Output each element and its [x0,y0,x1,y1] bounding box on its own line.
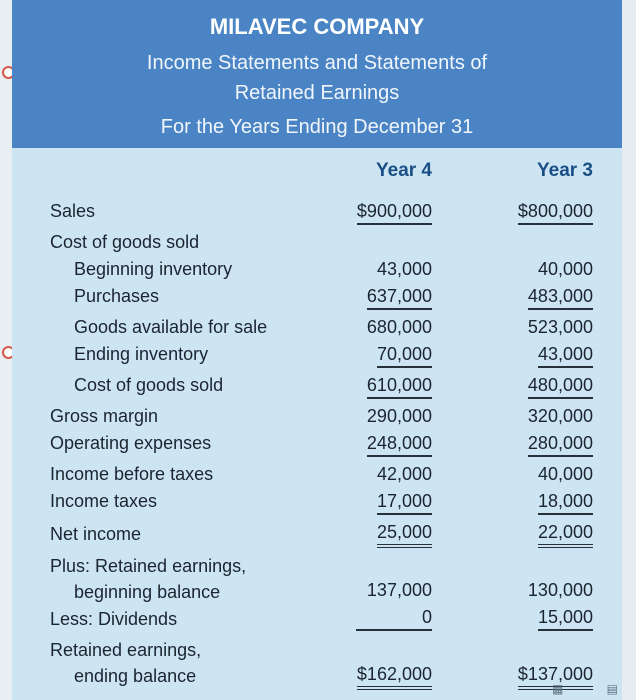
ending-inventory-year3: 43,000 [538,344,593,368]
row-label-plus-retained-earnings: Plus: Retained earnings, [50,556,247,576]
sales-year3: $800,000 [518,201,593,225]
column-header-year3: Year 3 [537,160,593,181]
column-header-year4: Year 4 [376,160,432,181]
income-before-taxes-year3: 40,000 [537,464,593,484]
row-label-net-income: Net income [50,524,142,544]
subtitle-line-2: Retained Earnings [234,82,400,104]
operating-expenses-year4: 248,000 [367,433,432,457]
cogs-year4: 610,000 [367,375,432,399]
income-taxes-year3: 18,000 [538,491,593,515]
row-label-beginning-inventory: Beginning inventory [74,259,233,279]
ending-balance-year3: $137,000 [518,664,593,690]
company-name: MILAVEC COMPANY [209,14,425,39]
row-label-goods-available: Goods available for sale [74,317,268,337]
right-margin [622,0,636,700]
row-label-income-before-taxes: Income before taxes [50,464,214,484]
goods-available-year3: 523,000 [527,317,593,337]
row-label-purchases: Purchases [74,286,160,306]
operating-expenses-year3: 280,000 [528,433,593,457]
grid-icon[interactable]: ▦ [551,682,564,696]
row-label-income-taxes: Income taxes [50,491,158,511]
row-label-cogs: Cost of goods sold [74,375,224,395]
net-income-year3: 22,000 [538,522,593,548]
row-label-ending-inventory: Ending inventory [74,344,209,364]
statement-header [12,0,622,148]
beginning-inventory-year4: 43,000 [376,259,432,279]
purchases-year3: 483,000 [528,286,593,310]
beginning-balance-year3: 130,000 [527,580,593,600]
beginning-inventory-year3: 40,000 [537,259,593,279]
row-label-operating-expenses: Operating expenses [50,433,212,453]
cogs-year3: 480,000 [528,375,593,399]
ending-inventory-year4: 70,000 [377,344,432,368]
goods-available-year4: 680,000 [366,317,432,337]
purchases-year4: 637,000 [367,286,432,310]
row-label-gross-margin: Gross margin [50,406,159,426]
document-icon[interactable]: ▤ [606,682,618,696]
row-label-cogs-header: Cost of goods sold [50,232,200,252]
row-label-retained-earnings-ending: Retained earnings, [50,640,202,660]
income-before-taxes-year4: 42,000 [376,464,432,484]
beginning-balance-year4: 137,000 [366,580,432,600]
row-label-beginning-balance: beginning balance [74,582,221,602]
net-income-year4: 25,000 [377,522,432,548]
subtitle-line-3: For the Years Ending December 31 [160,116,474,138]
gross-margin-year3: 320,000 [527,406,593,426]
sales-year4: $900,000 [357,201,432,225]
gross-margin-year4: 290,000 [366,406,432,426]
toolbar-icons [552,682,618,696]
row-label-sales: Sales [50,201,96,221]
subtitle-line-1: Income Statements and Statements of [146,52,488,74]
row-label-ending-balance: ending balance [74,666,197,686]
statement-table [12,148,622,700]
income-taxes-year4: 17,000 [377,491,432,515]
ending-balance-year4: $162,000 [357,664,432,690]
row-label-dividends: Less: Dividends [50,609,178,629]
dividends-year3: 15,000 [538,607,593,631]
dividends-year4: 0 [356,607,432,631]
